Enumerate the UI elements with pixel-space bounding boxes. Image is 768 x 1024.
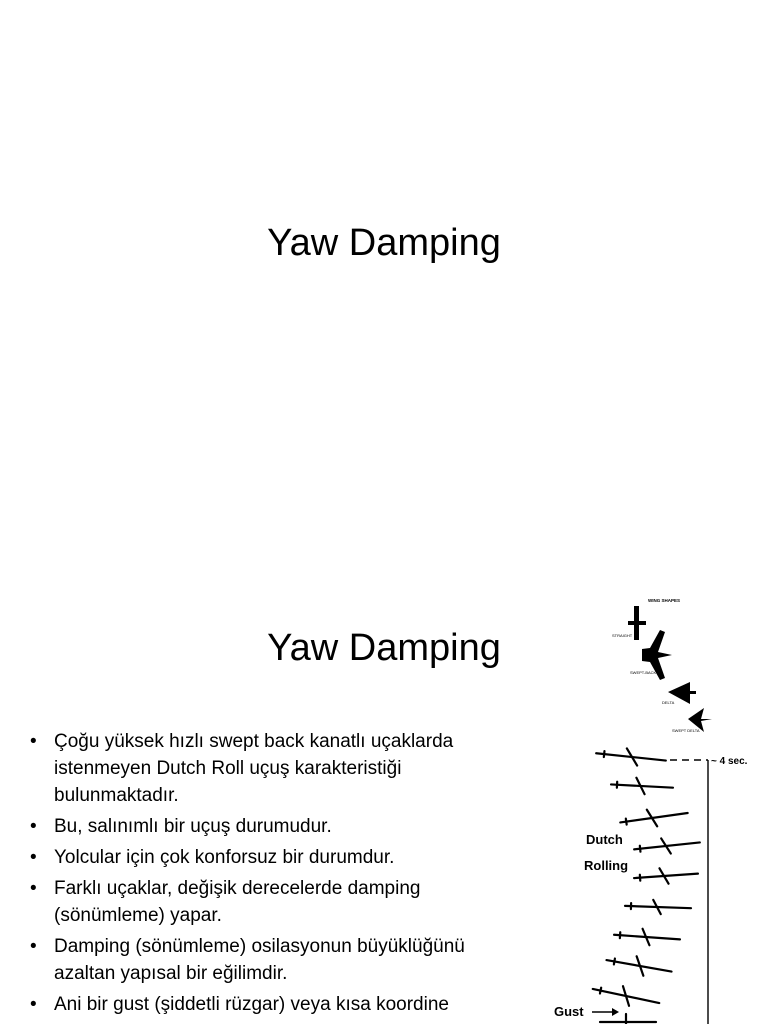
rolling-label: Rolling xyxy=(584,858,629,873)
aircraft-icon xyxy=(634,866,699,886)
bullet-item: • Ani bir gust (şiddetli rüzgar) veya kısa koordine xyxy=(30,991,520,1018)
aircraft-icon xyxy=(605,951,673,980)
aircraft-icon xyxy=(600,1014,656,1024)
slide-title: Yaw Damping xyxy=(267,627,501,669)
aircraft-icon xyxy=(591,980,661,1012)
dutch-label: Dutch xyxy=(586,832,623,847)
bullet-list xyxy=(30,728,520,1022)
wing-shape-label: DELTA xyxy=(662,700,675,705)
aircraft-icon xyxy=(633,834,700,857)
aircraft-icon xyxy=(595,745,666,768)
wing-shape-label: STRAIGHT xyxy=(612,633,633,638)
content-slide xyxy=(0,576,768,1024)
bullet-item: • Yolcular için çok konforsuz bir durumdur. xyxy=(30,844,520,871)
bullet-item: • Damping (sönümleme) osilasyonun büyüklüğünü azaltan yapısal bir eğilimdir. xyxy=(30,933,520,987)
aircraft-icon xyxy=(625,899,691,915)
bullet-item: • Bu, salınımlı bir uçuş durumudur. xyxy=(30,813,520,840)
bullet-item: • Farklı uçaklar, değişik derecelerde damping (sönümleme) yapar. xyxy=(30,875,520,929)
wing-shapes-title: WING SHAPES xyxy=(648,598,681,603)
aircraft-sequence xyxy=(591,745,701,1024)
time-label: ~ 4 sec. xyxy=(711,756,748,767)
dutch-roll-figure xyxy=(548,592,768,1024)
wing-shape-label: SWEPT DELTA xyxy=(672,728,700,733)
bullet-item: • Çoğu yüksek hızlı swept back kanatlı uçaklarda istenmeyen Dutch Roll uçuş karakteristiği bulunmaktadır. xyxy=(30,728,520,809)
dutch-roll-diagram xyxy=(548,592,768,1024)
aircraft-icon xyxy=(614,927,681,948)
aircraft-icon xyxy=(611,776,674,795)
gust-arrow-icon xyxy=(592,1008,619,1016)
gust-label: Gust xyxy=(554,1004,584,1019)
slide-title: Yaw Damping xyxy=(267,222,501,264)
aircraft-icon xyxy=(619,804,689,831)
wing-shape-label: SWEPT-BACK xyxy=(630,670,657,675)
